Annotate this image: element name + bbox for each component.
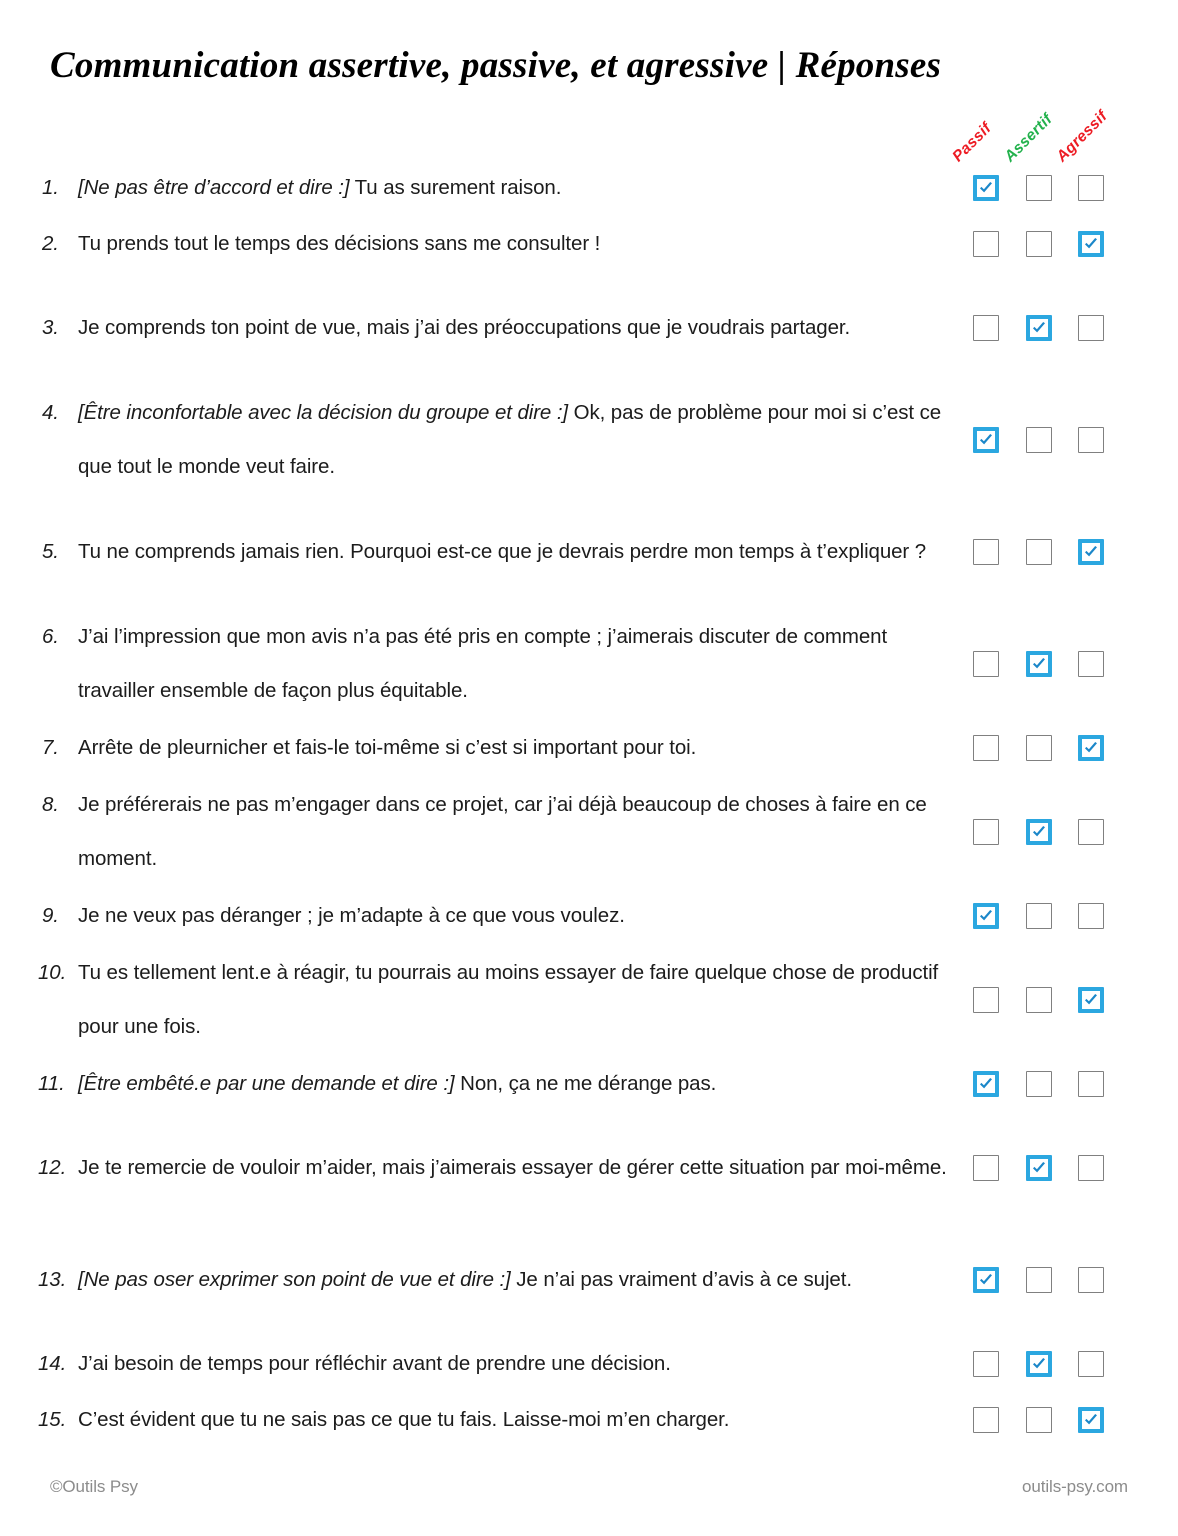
- statement-body: Je comprends ton point de vue, mais j’ai des préoccupations que je voudrais partager.: [78, 316, 851, 339]
- answer-checkbox-group: [960, 720, 1120, 776]
- checkbox-empty-icon[interactable]: [1026, 231, 1052, 257]
- checkbox-empty-icon[interactable]: [1026, 1407, 1052, 1433]
- checkbox-empty-icon[interactable]: [973, 315, 999, 341]
- checkbox-agressif[interactable]: [1078, 1407, 1104, 1433]
- statement-row: [0, 216, 1178, 272]
- checkbox-passif[interactable]: [973, 427, 999, 453]
- checkbox-checked-icon[interactable]: [973, 1267, 999, 1293]
- answer-checkbox-group: [960, 1336, 1120, 1392]
- statement-row: [0, 1056, 1178, 1112]
- statement-body: J’ai l’impression que mon avis n’a pas été pris en compte ; j’aimerais discuter de comment travailler ensemble de façon plus équitable.: [78, 625, 888, 702]
- statement-text: [38, 1253, 958, 1307]
- checkbox-assertif[interactable]: [1026, 987, 1052, 1013]
- statement-row: [0, 608, 1178, 720]
- page-title: Communication assertive, passive, et agressive | Réponses: [50, 45, 942, 86]
- statement-number: 4.: [42, 401, 59, 424]
- answer-checkbox-group: [960, 272, 1120, 384]
- checkbox-checked-icon[interactable]: [973, 1071, 999, 1097]
- statement-list: [0, 160, 1178, 1448]
- answer-checkbox-group: [960, 944, 1120, 1056]
- statement-row: [0, 720, 1178, 776]
- checkbox-checked-icon[interactable]: [1078, 987, 1104, 1013]
- statement-row: [0, 776, 1178, 888]
- statement-text: [38, 1337, 958, 1391]
- checkbox-assertif[interactable]: [1026, 819, 1052, 845]
- checkbox-assertif[interactable]: [1026, 903, 1052, 929]
- checkbox-assertif[interactable]: [1026, 231, 1052, 257]
- statement-text: [42, 525, 958, 579]
- checkbox-checked-icon[interactable]: [1026, 819, 1052, 845]
- checkbox-empty-icon[interactable]: [973, 1155, 999, 1181]
- statement-row: [0, 888, 1178, 944]
- checkbox-empty-icon[interactable]: [1078, 175, 1104, 201]
- checkbox-assertif[interactable]: [1026, 735, 1052, 761]
- statement-text: [38, 1057, 958, 1111]
- page-footer: [0, 1474, 1178, 1500]
- checkbox-checked-icon[interactable]: [1026, 651, 1052, 677]
- statement-number: 10.: [38, 961, 67, 984]
- statement-number: 11.: [38, 1072, 65, 1095]
- checkbox-assertif[interactable]: [1026, 1155, 1052, 1181]
- statement-body: Je ne veux pas déranger ; je m’adapte à ce que vous voulez.: [78, 904, 625, 927]
- checkbox-empty-icon[interactable]: [973, 1351, 999, 1377]
- checkbox-empty-icon[interactable]: [1078, 315, 1104, 341]
- answer-checkbox-group: [960, 888, 1120, 944]
- answer-checkbox-group: [960, 776, 1120, 888]
- statement-row: [0, 1112, 1178, 1224]
- checkbox-empty-icon[interactable]: [973, 1407, 999, 1433]
- statement-number: 5.: [42, 540, 59, 563]
- statement-text: [42, 386, 958, 494]
- statement-body: Tu as surement raison.: [349, 176, 562, 199]
- checkbox-checked-icon[interactable]: [973, 903, 999, 929]
- answer-checkbox-group: [960, 608, 1120, 720]
- statement-context: [Ne pas être d’accord et dire :]: [78, 176, 350, 199]
- checkbox-passif[interactable]: [973, 1351, 999, 1377]
- statement-text: [42, 301, 958, 355]
- checkbox-empty-icon[interactable]: [1078, 651, 1104, 677]
- statement-row: [0, 272, 1178, 384]
- answer-checkbox-group: [960, 384, 1120, 496]
- answer-checkbox-group: [960, 1224, 1120, 1336]
- checkbox-assertif[interactable]: [1026, 1407, 1052, 1433]
- checkbox-checked-icon[interactable]: [1026, 1155, 1052, 1181]
- checkbox-checked-icon[interactable]: [1078, 735, 1104, 761]
- statement-number: 1.: [42, 176, 59, 199]
- statement-row: [0, 160, 1178, 216]
- statement-body: Non, ça ne me dérange pas.: [454, 1072, 717, 1095]
- checkbox-agressif[interactable]: [1078, 1267, 1104, 1293]
- checkbox-empty-icon[interactable]: [1026, 427, 1052, 453]
- checkbox-agressif[interactable]: [1078, 987, 1104, 1013]
- checkbox-empty-icon[interactable]: [1026, 735, 1052, 761]
- statement-row: [0, 1224, 1178, 1336]
- statement-number: 12.: [38, 1156, 67, 1179]
- statement-number: 13.: [38, 1268, 67, 1291]
- checkbox-empty-icon[interactable]: [1078, 1351, 1104, 1377]
- statement-text: [38, 1393, 958, 1447]
- checkbox-passif[interactable]: [973, 539, 999, 565]
- checkbox-assertif[interactable]: [1026, 175, 1052, 201]
- checkbox-agressif[interactable]: [1078, 819, 1104, 845]
- statement-number: 6.: [42, 625, 59, 648]
- statement-number: 2.: [42, 232, 59, 255]
- statement-number: 15.: [38, 1408, 67, 1431]
- checkbox-empty-icon[interactable]: [1026, 903, 1052, 929]
- answer-checkbox-group: [960, 160, 1120, 216]
- checkbox-passif[interactable]: [973, 1267, 999, 1293]
- statement-body: Ok, pas de problème pour moi si c’est ce que tout le monde veut faire.: [78, 401, 942, 478]
- footer-copyright: ©Outils Psy: [50, 1477, 138, 1496]
- checkbox-passif[interactable]: [973, 315, 999, 341]
- statement-row: [0, 1392, 1178, 1448]
- statement-context: [Être embêté.e par une demande et dire :]: [78, 1072, 455, 1095]
- checkbox-agressif[interactable]: [1078, 903, 1104, 929]
- statement-row: [0, 496, 1178, 608]
- checkbox-empty-icon[interactable]: [1026, 987, 1052, 1013]
- statement-text: [42, 778, 958, 886]
- checkbox-checked-icon[interactable]: [973, 175, 999, 201]
- checkbox-assertif[interactable]: [1026, 651, 1052, 677]
- checkbox-assertif[interactable]: [1026, 1351, 1052, 1377]
- checkbox-agressif[interactable]: [1078, 539, 1104, 565]
- statement-number: 3.: [42, 316, 59, 339]
- statement-body: J’ai besoin de temps pour réfléchir avant de prendre une décision.: [78, 1352, 671, 1375]
- statement-context: [Ne pas oser exprimer son point de vue et dire :]: [78, 1268, 511, 1291]
- checkbox-empty-icon[interactable]: [973, 735, 999, 761]
- checkbox-empty-icon[interactable]: [1078, 903, 1104, 929]
- checkbox-checked-icon[interactable]: [1078, 539, 1104, 565]
- checkbox-passif[interactable]: [973, 987, 999, 1013]
- checkbox-empty-icon[interactable]: [1078, 819, 1104, 845]
- checkbox-empty-icon[interactable]: [973, 987, 999, 1013]
- checkbox-passif[interactable]: [973, 175, 999, 201]
- answer-checkbox-group: [960, 216, 1120, 272]
- checkbox-empty-icon[interactable]: [1026, 175, 1052, 201]
- checkbox-passif[interactable]: [973, 1155, 999, 1181]
- statement-number: 7.: [42, 736, 59, 759]
- statement-body: Tu ne comprends jamais rien. Pourquoi est-ce que je devrais perdre mon temps à t’expliquer ?: [78, 540, 927, 563]
- checkbox-agressif[interactable]: [1078, 735, 1104, 761]
- checkbox-agressif[interactable]: [1078, 315, 1104, 341]
- checkbox-passif[interactable]: [973, 231, 999, 257]
- checkbox-empty-icon[interactable]: [1078, 1267, 1104, 1293]
- statement-text: [42, 889, 958, 943]
- checkbox-checked-icon[interactable]: [1026, 315, 1052, 341]
- checkbox-assertif[interactable]: [1026, 1267, 1052, 1293]
- checkbox-agressif[interactable]: [1078, 231, 1104, 257]
- answer-checkbox-group: [960, 1112, 1120, 1224]
- checkbox-empty-icon[interactable]: [1026, 539, 1052, 565]
- statement-context: [Être inconfortable avec la décision du groupe et dire :]: [78, 401, 569, 424]
- column-header-agressif: Agressif: [1053, 107, 1111, 166]
- checkbox-empty-icon[interactable]: [1026, 1071, 1052, 1097]
- footer-website: outils-psy.com: [1022, 1477, 1128, 1496]
- statement-number: 8.: [42, 793, 59, 816]
- statement-body: Je n’ai pas vraiment d’avis à ce sujet.: [510, 1268, 852, 1291]
- checkbox-empty-icon[interactable]: [973, 819, 999, 845]
- checkbox-empty-icon[interactable]: [1026, 1267, 1052, 1293]
- statement-text: [42, 721, 958, 775]
- column-header-passif: Passif: [949, 119, 995, 166]
- statement-text: [42, 217, 958, 271]
- checkbox-checked-icon[interactable]: [1026, 1351, 1052, 1377]
- checkbox-checked-icon[interactable]: [1078, 231, 1104, 257]
- statement-body: Arrête de pleurnicher et fais-le toi-même si c’est si important pour toi.: [78, 736, 697, 759]
- statement-body: Tu es tellement lent.e à réagir, tu pourrais au moins essayer de faire quelque chose de productif pour une fois.: [78, 961, 939, 1038]
- checkbox-agressif[interactable]: [1078, 175, 1104, 201]
- checkbox-passif[interactable]: [973, 735, 999, 761]
- checkbox-empty-icon[interactable]: [973, 539, 999, 565]
- statement-number: 14.: [38, 1352, 67, 1375]
- checkbox-agressif[interactable]: [1078, 1071, 1104, 1097]
- checkbox-passif[interactable]: [973, 819, 999, 845]
- statement-number: 9.: [42, 904, 59, 927]
- statement-row: [0, 384, 1178, 496]
- checkbox-checked-icon[interactable]: [973, 427, 999, 453]
- statement-row: [0, 1336, 1178, 1392]
- checkbox-empty-icon[interactable]: [1078, 1071, 1104, 1097]
- checkbox-passif[interactable]: [973, 1407, 999, 1433]
- checkbox-agressif[interactable]: [1078, 1351, 1104, 1377]
- statement-text: [38, 1141, 958, 1195]
- answer-checkbox-group: [960, 1392, 1120, 1448]
- checkbox-assertif[interactable]: [1026, 427, 1052, 453]
- statement-body: C’est évident que tu ne sais pas ce que tu fais. Laisse-moi m’en charger.: [78, 1408, 730, 1431]
- checkbox-empty-icon[interactable]: [1078, 1155, 1104, 1181]
- checkbox-passif[interactable]: [973, 1071, 999, 1097]
- checkbox-assertif[interactable]: [1026, 315, 1052, 341]
- answer-checkbox-group: [960, 496, 1120, 608]
- checkbox-agressif[interactable]: [1078, 427, 1104, 453]
- checkbox-agressif[interactable]: [1078, 651, 1104, 677]
- statement-text: [38, 946, 958, 1054]
- statement-body: Je préférerais ne pas m’engager dans ce projet, car j’ai déjà beaucoup de choses à faire en ce moment.: [78, 793, 927, 870]
- checkbox-checked-icon[interactable]: [1078, 1407, 1104, 1433]
- statement-body: Je te remercie de vouloir m’aider, mais j’aimerais essayer de gérer cette situation par moi-même.: [78, 1156, 947, 1179]
- checkbox-assertif[interactable]: [1026, 539, 1052, 565]
- checkbox-empty-icon[interactable]: [1078, 427, 1104, 453]
- checkbox-empty-icon[interactable]: [973, 651, 999, 677]
- statement-text: [42, 610, 958, 718]
- statement-row: [0, 944, 1178, 1056]
- statement-body: Tu prends tout le temps des décisions sans me consulter !: [78, 232, 601, 255]
- checkbox-passif[interactable]: [973, 903, 999, 929]
- column-header-assertif: Assertif: [1001, 110, 1056, 166]
- statement-text: [42, 161, 958, 215]
- checkbox-passif[interactable]: [973, 651, 999, 677]
- answer-checkbox-group: [960, 1056, 1120, 1112]
- checkbox-empty-icon[interactable]: [973, 231, 999, 257]
- checkbox-assertif[interactable]: [1026, 1071, 1052, 1097]
- checkbox-agressif[interactable]: [1078, 1155, 1104, 1181]
